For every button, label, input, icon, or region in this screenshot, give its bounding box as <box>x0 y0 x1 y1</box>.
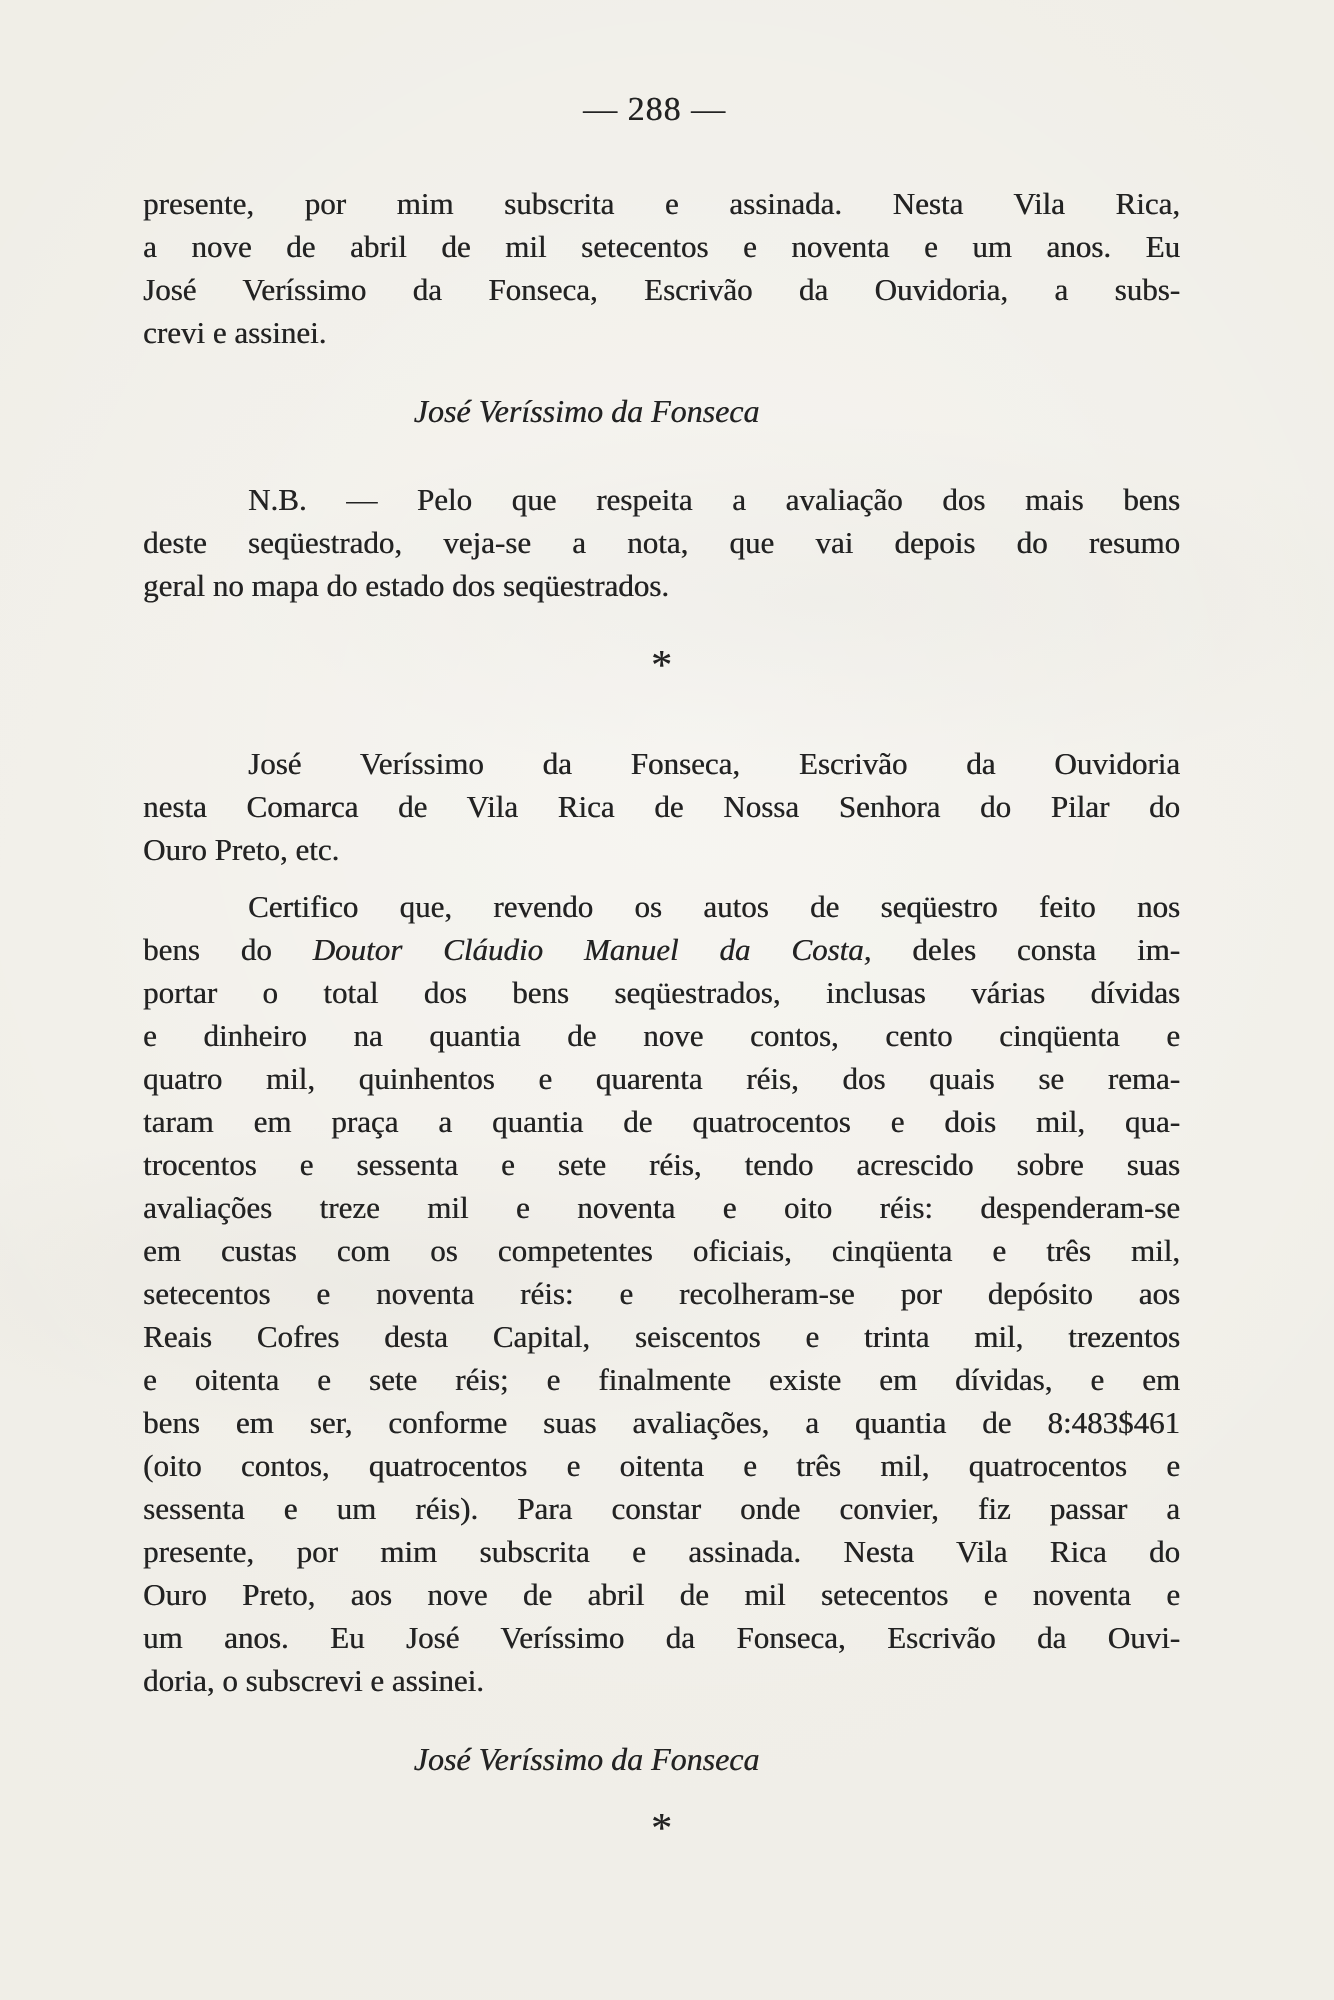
text-line: presente, por mim subscrita e assinada. Nesta Vila Rica, <box>143 186 1180 221</box>
text-line: Ouro Preto, etc. <box>143 832 340 867</box>
page-content <box>143 182 1180 1851</box>
text-line: bens em ser, conforme suas avaliações, a quantia de 8:483$461 <box>143 1405 1180 1440</box>
text-line: geral no mapa do estado dos seqüestrados. <box>143 568 670 603</box>
signature-line: José Veríssimo da Fonseca <box>413 1741 760 1777</box>
text-segment: bens do <box>143 932 313 967</box>
text-line: (oito contos, quatrocentos e oitenta e três mil, quatrocentos e <box>143 1448 1180 1483</box>
paragraph <box>143 478 1180 607</box>
asterisk-separator: * <box>651 1806 672 1852</box>
signature-line: José Veríssimo da Fonseca <box>413 393 760 429</box>
text-line: e dinheiro na quantia de nove contos, cento cinqüenta e <box>143 1018 1180 1053</box>
text-line: sessenta e um réis). Para constar onde convier, fiz passar a <box>143 1491 1180 1526</box>
italic-phrase: Doutor Cláudio Manuel da Costa, <box>312 932 872 967</box>
page-number: — 288 — <box>583 91 726 128</box>
text-line: avaliações treze mil e noventa e oito réis: despenderam-se <box>143 1190 1180 1225</box>
text-line: trocentos e sessenta e sete réis, tendo acrescido sobre suas <box>143 1147 1180 1182</box>
text-line: taram em praça a quantia de quatrocentos e dois mil, qua- <box>143 1104 1180 1139</box>
text-line: em custas com os competentes oficiais, cinqüenta e três mil, <box>143 1233 1180 1268</box>
paragraph <box>143 885 1180 1702</box>
text-line: N.B. — Pelo que respeita a avaliação dos mais bens <box>248 482 1180 517</box>
text-line: José Veríssimo da Fonseca, Escrivão da Ouvidoria <box>248 746 1180 781</box>
text-line: a nove de abril de mil setecentos e noventa e um anos. Eu <box>143 229 1180 264</box>
text-line: presente, por mim subscrita e assinada. Nesta Vila Rica do <box>143 1534 1180 1569</box>
text-line: setecentos e noventa réis: e recolheram-se por depósito aos <box>143 1276 1180 1311</box>
text-line: Reais Cofres desta Capital, seiscentos e trinta mil, trezentos <box>143 1319 1180 1354</box>
text-line: crevi e assinei. <box>143 315 327 350</box>
text-line: deste seqüestrado, veja-se a nota, que vai depois do resumo <box>143 525 1180 560</box>
paragraph <box>143 182 1180 354</box>
text-line: José Veríssimo da Fonseca, Escrivão da Ouvidoria, a subs- <box>143 272 1180 307</box>
text-line: e oitenta e sete réis; e finalmente existe em dívidas, e em <box>143 1362 1180 1397</box>
text-line: um anos. Eu José Veríssimo da Fonseca, Escrivão da Ouvi- <box>143 1620 1180 1655</box>
text-line: nesta Comarca de Vila Rica de Nossa Senhora do Pilar do <box>143 789 1180 824</box>
text-line: portar o total dos bens seqüestrados, inclusas várias dívidas <box>143 975 1180 1010</box>
text-line <box>143 928 1180 971</box>
text-segment: deles consta im- <box>871 932 1180 967</box>
paragraph <box>143 742 1180 871</box>
text-line: Certifico que, revendo os autos de seqüestro feito nos <box>248 889 1180 924</box>
text-line: quatro mil, quinhentos e quarenta réis, dos quais se rema- <box>143 1061 1180 1096</box>
text-line: doria, o subscrevi e assinei. <box>143 1663 484 1698</box>
asterisk-separator: * <box>651 643 672 689</box>
text-line: Ouro Preto, aos nove de abril de mil setecentos e noventa e <box>143 1577 1180 1612</box>
